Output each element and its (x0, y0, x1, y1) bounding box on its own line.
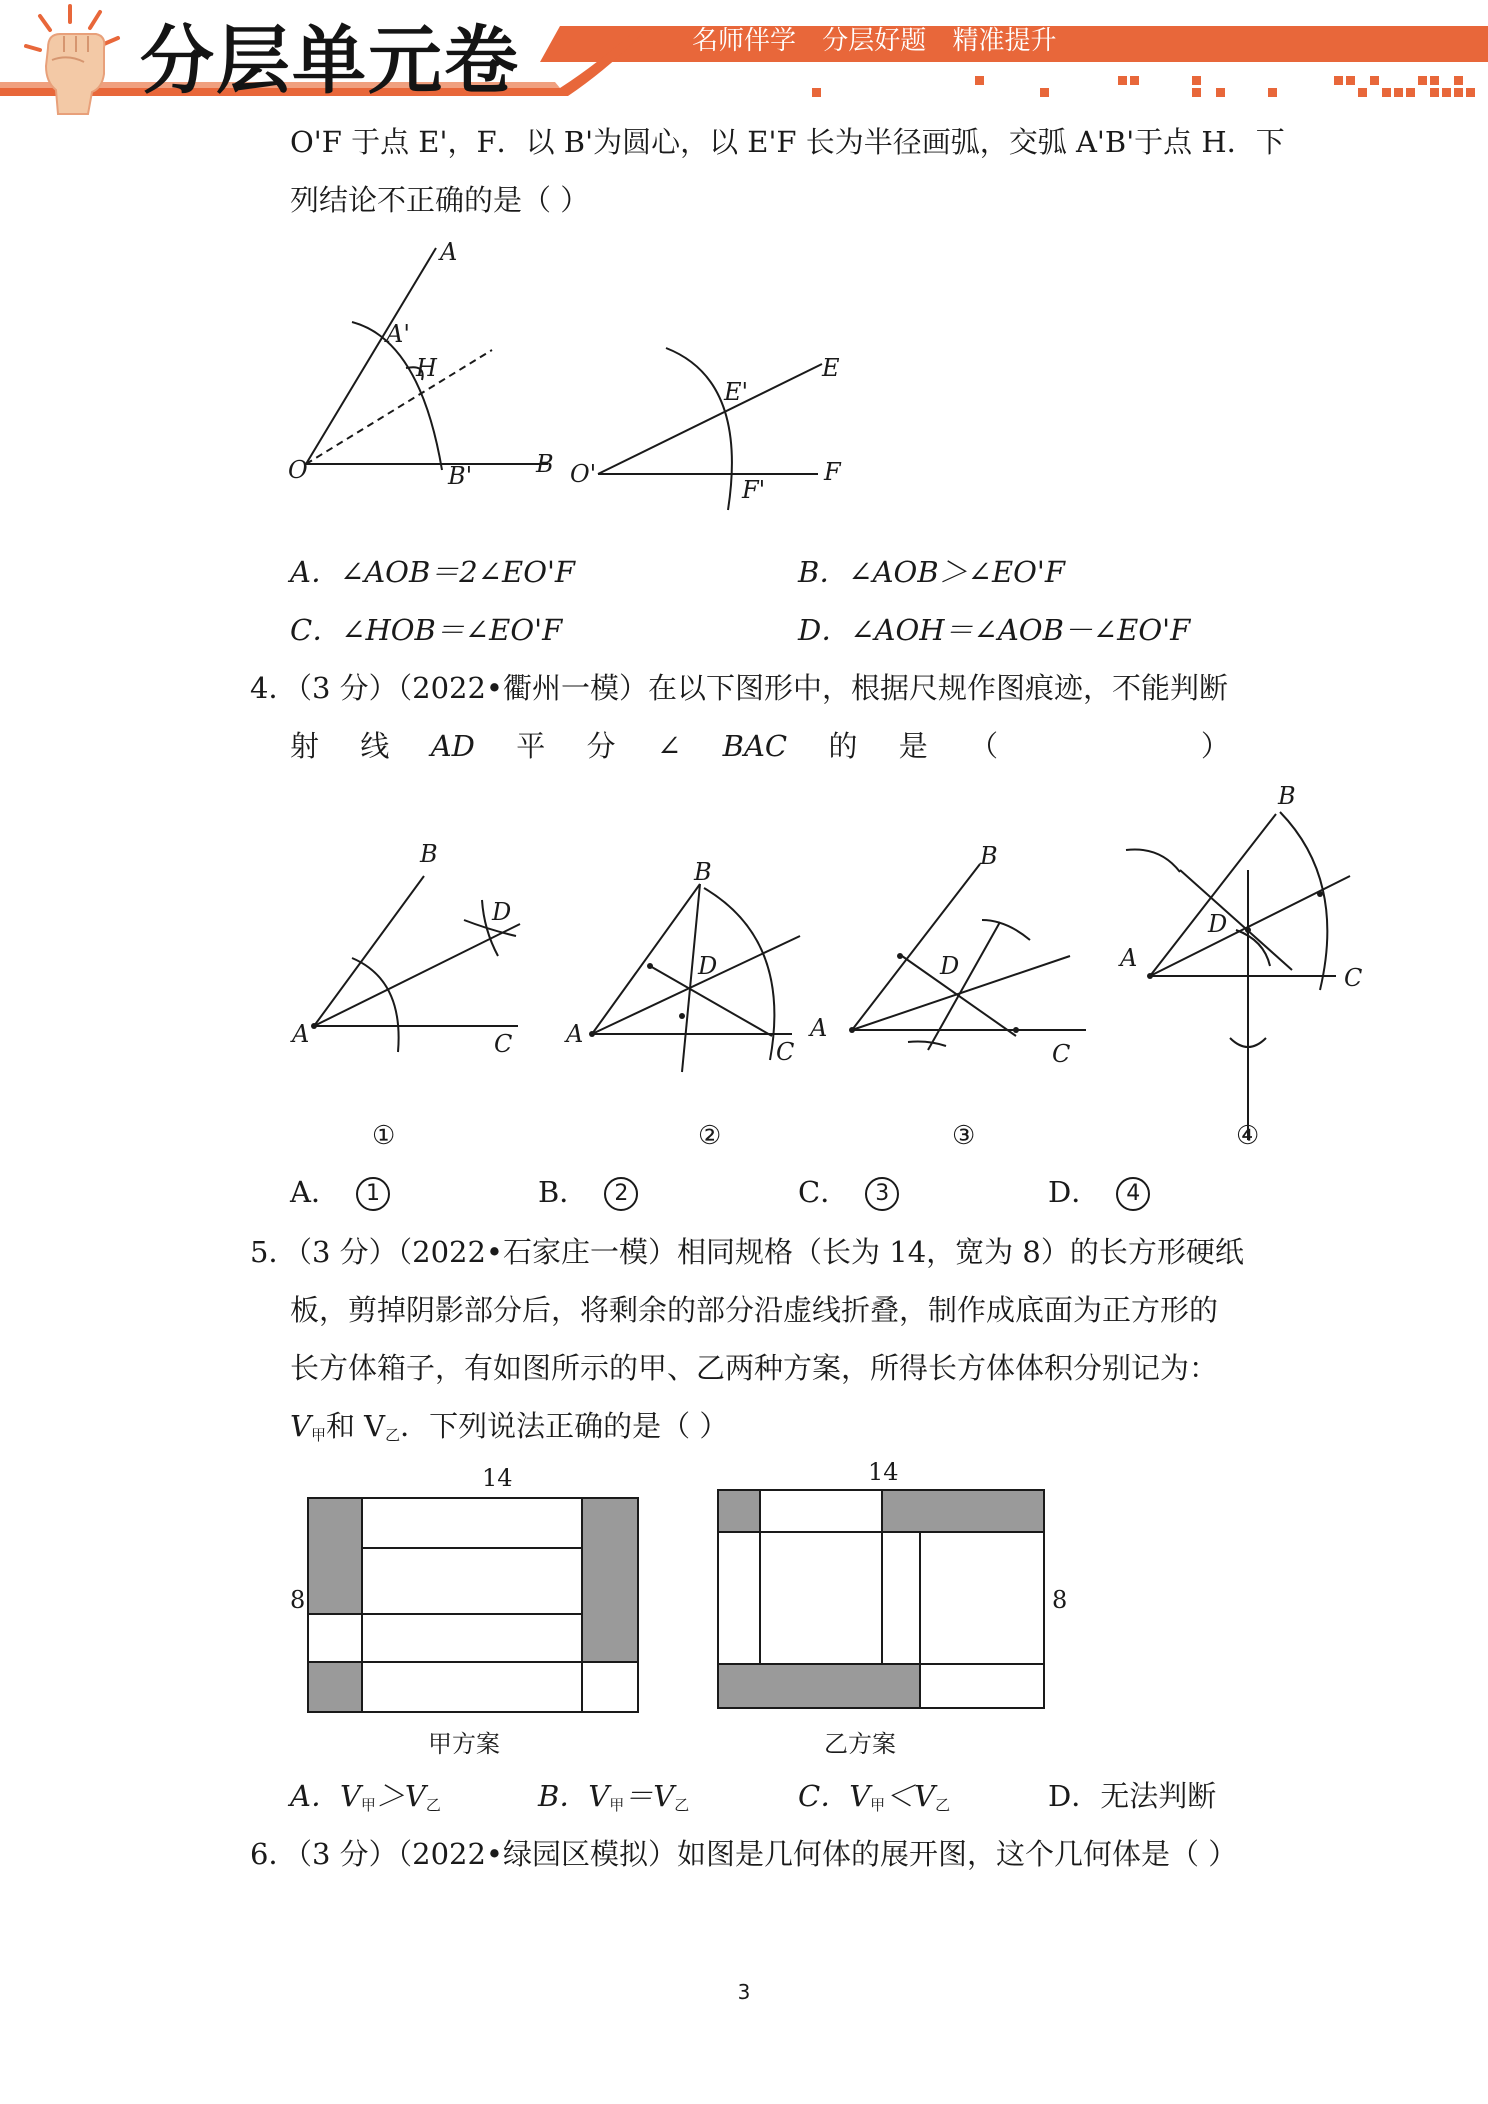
q4-option-D[interactable] (1048, 1172, 1150, 1212)
q4-word: 平 (516, 729, 546, 763)
q5-option-B-pre: B．V (538, 1779, 610, 1813)
q3-option-C[interactable]: C．∠HOB＝∠EO'F (290, 613, 563, 647)
q3-label-A: A (440, 240, 458, 266)
q4-fig4-label-A: A (1120, 944, 1138, 972)
q5-right-top-label: 14 (868, 1458, 899, 1486)
q4-fig1-label-C: C (494, 1030, 513, 1058)
q5-option-C-sub2: 乙 (935, 1796, 951, 1814)
q5-option-A[interactable] (290, 1776, 441, 1825)
q4-caption-3: ③ (952, 1121, 976, 1151)
q4-word: 分 (586, 729, 616, 763)
q5-v-symbol: V (290, 1409, 311, 1443)
q3-figure (280, 240, 900, 530)
q5-sub-yi: 乙 (385, 1426, 401, 1444)
q4-word: 线 (360, 729, 390, 763)
q4-option-mark: 4 (1116, 1177, 1150, 1211)
q5-option-A-pre: A．V (290, 1779, 361, 1813)
q5-option-A-mid: ＞V (375, 1779, 426, 1813)
q5-text-line-1: 5．（3 分）（2022•石家庄一模）相同规格（长为 14，宽为 8）的长方形硬纸 (250, 1235, 1244, 1269)
q3-label-E-prime: E' (724, 378, 749, 406)
q4-word: （ (969, 729, 999, 763)
q5-option-D[interactable]: D．无法判断 (1048, 1779, 1217, 1813)
q5-text-line-3: 长方体箱子，有如图所示的甲、乙两种方案，所得长方体体积分别记为： (290, 1351, 1219, 1385)
q4-option-mark: 3 (865, 1177, 899, 1211)
q5-option-C-mid: ＜V (885, 1779, 936, 1813)
q4-fig1-label-A: A (292, 1020, 310, 1048)
q4-option-letter: C． (798, 1175, 850, 1209)
q3-text-line-1: O'F 于点 E'，F．以 B'为圆心，以 E'F 长为半径画弧，交弧 A'B'于点 H．下 (290, 125, 1285, 159)
q4-fig3-label-C: C (1052, 1040, 1071, 1068)
q3-label-E: E (822, 354, 840, 382)
q5-left-side-label: 8 (290, 1586, 306, 1614)
q5-left-caption: 甲方案 (428, 1730, 500, 1758)
q5-option-C[interactable] (798, 1776, 950, 1825)
q5-text-line-4 (290, 1406, 728, 1455)
q5-option-B-sub2: 乙 (674, 1796, 690, 1814)
q4-word: ） (1200, 729, 1230, 763)
q4-fig1-label-D: D (492, 898, 512, 926)
q5-left-top-label: 14 (482, 1464, 513, 1492)
q5-option-B-mid: ＝V (624, 1779, 675, 1813)
q4-fig4-label-D: D (1208, 910, 1228, 938)
q3-label-H: H (416, 354, 437, 382)
q4-figures (280, 780, 1390, 1160)
q3-label-F-prime: F' (742, 476, 766, 504)
q4-option-mark: 2 (604, 1177, 638, 1211)
q5-right-caption: 乙方案 (824, 1730, 896, 1758)
q3-label-O-prime: O' (570, 460, 597, 488)
q4-fig4-label-C: C (1344, 964, 1363, 992)
q4-word: AD (430, 729, 475, 763)
q4-option-C[interactable] (798, 1172, 899, 1212)
q4-option-letter: B． (538, 1175, 589, 1209)
q3-text-line-2: 列结论不正确的是（ ） (290, 183, 590, 217)
q4-fig3-label-A: A (810, 1014, 828, 1042)
q5-figure (280, 1456, 1080, 1766)
q3-label-A-prime: A' (386, 320, 410, 348)
fist-logo-icon (18, 4, 128, 116)
q4-option-mark: 1 (356, 1177, 390, 1211)
q4-fig3-label-B: B (980, 842, 998, 870)
q4-option-letter: D． (1048, 1175, 1101, 1209)
q4-option-B[interactable] (538, 1172, 638, 1212)
q4-word: 的 (828, 729, 858, 763)
q5-option-A-sub1: 甲 (360, 1796, 376, 1814)
q4-fig2-label-C: C (776, 1038, 795, 1066)
q4-fig4-label-B: B (1278, 782, 1296, 810)
q4-option-A[interactable] (290, 1172, 390, 1212)
q4-text-line-1: 4．（3 分）（2022•衢州一模）在以下图形中，根据尺规作图痕迹，不能判断 (250, 671, 1229, 705)
q5-right-side-label: 8 (1052, 1586, 1068, 1614)
q5-option-B-sub1: 甲 (609, 1796, 625, 1814)
q4-caption-1: ① (372, 1121, 396, 1151)
q6-text-line-1: 6．（3 分）（2022•绿园区模拟）如图是几何体的展开图，这个几何体是（ ） (250, 1837, 1238, 1871)
q3-label-B-prime: B' (448, 462, 473, 490)
q3-label-F: F (824, 458, 841, 486)
q3-label-B: B (536, 450, 554, 478)
q5-sub-jia: 甲 (310, 1426, 326, 1444)
q4-fig2-label-B: B (694, 858, 712, 886)
brand-title: 分层单元卷 (140, 18, 520, 104)
q5-option-B[interactable] (538, 1776, 689, 1825)
q4-option-letter: A． (290, 1175, 340, 1209)
q4-caption-2: ② (698, 1121, 722, 1151)
q4-caption-4: ④ (1236, 1121, 1260, 1151)
page-number: 3 (737, 1980, 751, 2004)
q5-option-A-sub2: 乙 (425, 1796, 441, 1814)
q4-fig2-label-D: D (698, 952, 718, 980)
q4-fig2-label-A: A (566, 1020, 584, 1048)
q4-word: BAC (722, 729, 788, 763)
q3-option-D[interactable]: D．∠AOH＝∠AOB－∠EO'F (798, 613, 1191, 647)
q3-option-A[interactable]: A．∠AOB＝2∠EO'F (290, 555, 576, 589)
q5-option-C-pre: C．V (798, 1779, 871, 1813)
q4-word: ∠ (656, 729, 682, 763)
header-slogan: 名师伴学 分层好题 精准提升 (692, 26, 1057, 56)
q5-option-C-sub1: 甲 (870, 1796, 886, 1814)
q4-word: 是 (898, 729, 928, 763)
q3-option-B[interactable]: B．∠AOB＞∠EO'F (798, 555, 1065, 589)
q5-question-tail: ．下列说法正确的是（ ） (400, 1409, 729, 1443)
q4-fig1-label-B: B (420, 840, 438, 868)
q4-fig3-label-D: D (940, 952, 960, 980)
q5-text-line-2: 板，剪掉阴影部分后，将剩余的部分沿虚线折叠，制作成底面为正方形的 (290, 1293, 1219, 1327)
q3-label-O: O (288, 456, 308, 484)
q4-text-line-2 (290, 726, 1230, 766)
q4-word: 射 (290, 729, 320, 763)
q5-and-v: 和 V (325, 1409, 386, 1443)
